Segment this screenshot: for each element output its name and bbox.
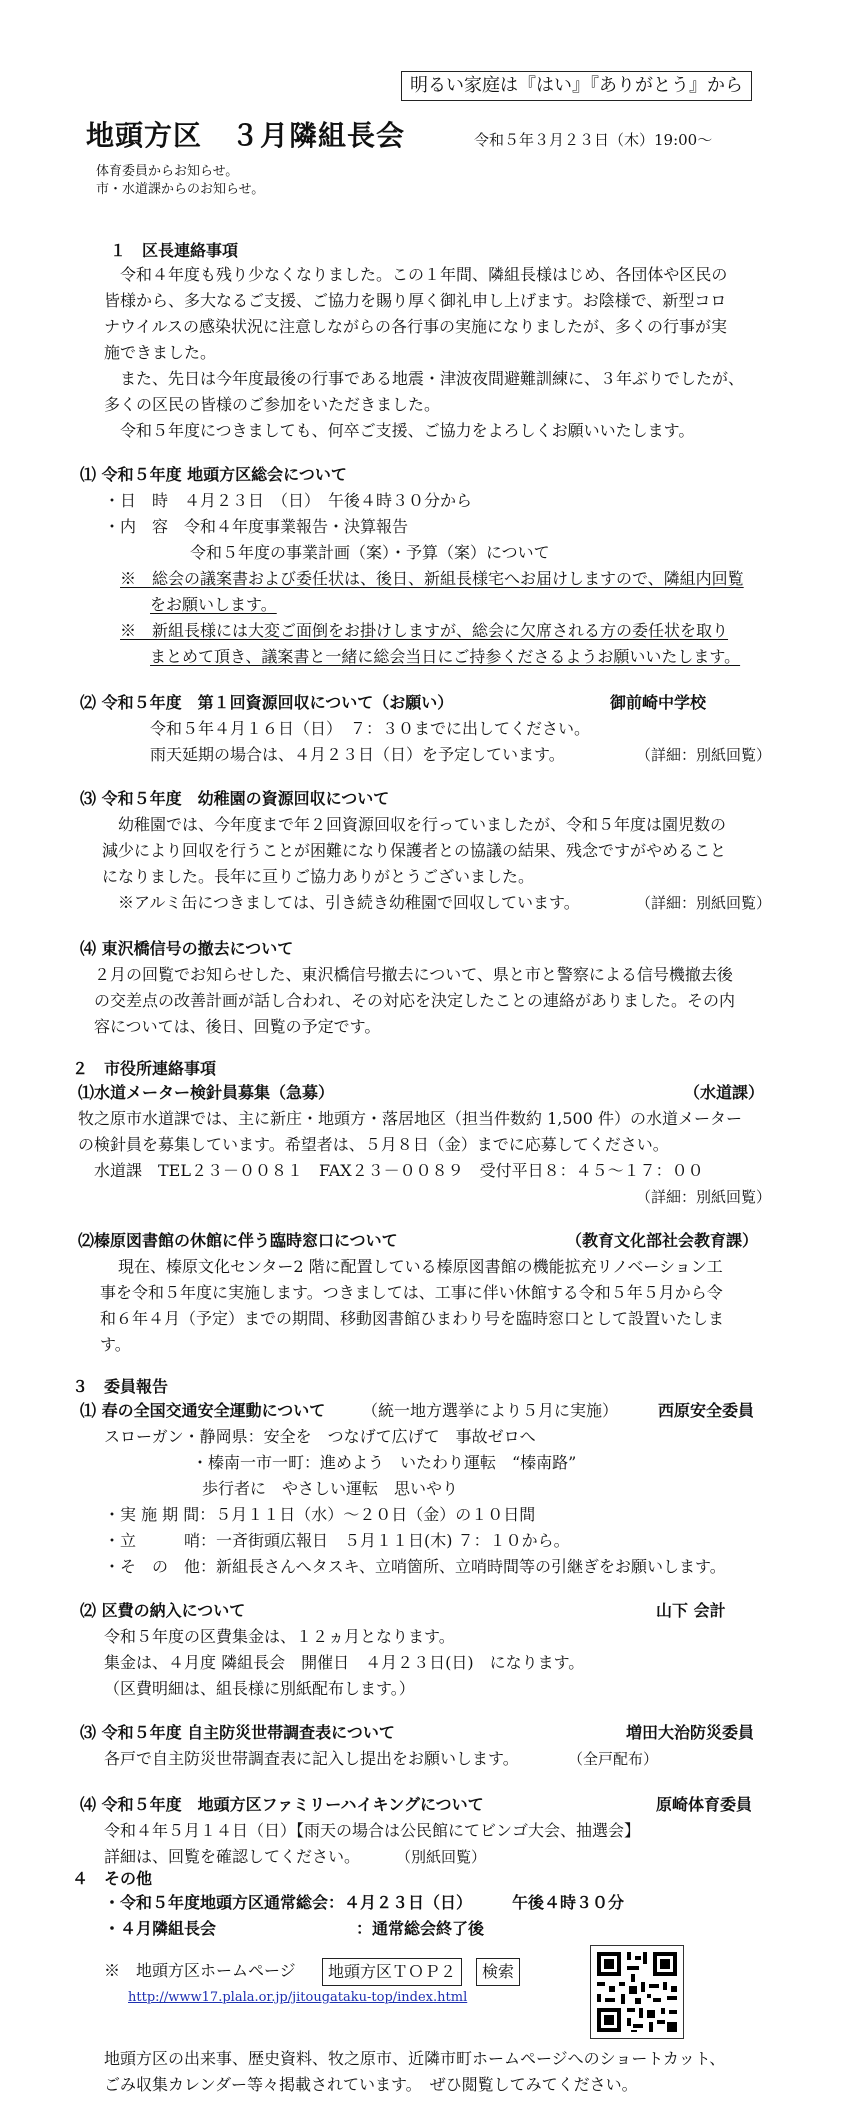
search-keyword-box: 地頭方区ＴＯＰ２ — [322, 1958, 462, 1986]
assembly-note: まとめて頂き、議案書と一緒に総会当日にご持参くださるようお願いいたします。 — [150, 647, 741, 666]
assembly-note: をお願いします。 — [150, 595, 277, 614]
item-heading: ⑷ 東沢橋信号の撤去について — [80, 939, 294, 958]
item-heading: ⑵榛原図書館の休館に伴う臨時窓口について — [78, 1231, 398, 1250]
detail-note: （詳細：別紙回覧） — [636, 894, 772, 912]
sec1-intro-line: 令和４年度も残り少なくなりました。この１年間、隣組長様はじめ、各団体や区民の — [120, 265, 728, 284]
qr-code-image — [590, 1945, 684, 2039]
qr-code-pattern — [591, 1946, 683, 2038]
item-heading: ⑴ 令和５年度 地頭方区総会について — [80, 465, 347, 484]
item-org: 西原安全委員 — [658, 1401, 755, 1420]
meeting-line: ・４月隣組長会 — [104, 1919, 217, 1938]
sec1-intro-line: 皆様から、多大なるご支援、ご協力を賜り厚く御礼申し上げます。お陰様で、新型コロ — [104, 291, 727, 310]
item-line: 容については、後日、回覧の予定です。 — [94, 1017, 381, 1036]
item-line: 詳細は、回覧を確認してください。 — [104, 1847, 361, 1866]
item-heading: ⑵ 令和５年度 第１回資源回収について（お願い） — [80, 693, 454, 712]
item-org: 御前崎中学校 — [610, 693, 707, 712]
sec1-intro-line: 施できました。 — [104, 343, 217, 362]
section-3-heading: ３ 委員報告 — [72, 1377, 169, 1396]
item-line: 減少により回収を行うことが困難になり保護者との協議の結果、残念ですがやめること — [102, 841, 727, 860]
homepage-label: ※ 地頭方区ホームページ — [104, 1961, 296, 1980]
contact-line: 水道課 TEL２３－００８１ FAX２３－００８９ 受付平日８：４５～１７：００ — [94, 1161, 704, 1180]
item-line: になりました。長年に亘りご協力ありがとうございました。 — [102, 867, 535, 886]
slogan-line: スローガン・静岡県：安全を つなげて広げて 事故ゼロへ — [104, 1427, 536, 1446]
detail-note: （全戸配布） — [568, 1750, 659, 1768]
assembly-time: 午後４時３０分 — [512, 1893, 625, 1912]
item-line: ・日 時 ４月２３日 （日） 午後４時３０分から — [104, 491, 473, 510]
item-heading: ⑶ 令和５年度 自主防災世帯調査表について — [80, 1723, 395, 1742]
item-org: 増田大治防災委員 — [626, 1723, 755, 1742]
motto-box: 明るい家庭は『はい』『ありがとう』から — [401, 71, 752, 101]
item-org: 山下 会計 — [656, 1601, 726, 1620]
item-line: 令和５年度の事業計画（案）・予算（案）について — [190, 543, 550, 562]
section-2-heading: ２ 市役所連絡事項 — [72, 1059, 217, 1078]
sec1-intro-line: ナウイルスの感染状況に注意しながらの各行事の実施になりましたが、多くの行事が実 — [104, 317, 728, 336]
notice-water: 市・水道課からのお知らせ。 — [96, 182, 265, 197]
item-line: 令和４年５月１４日（日）【雨天の場合は公民館にてビンゴ大会、抽選会】 — [104, 1821, 641, 1840]
assembly-line: ・令和５年度地頭方区通常総会：４月２３日（日） — [104, 1893, 473, 1912]
sec1-intro-line: 多くの区民の皆様のご参加をいただきました。 — [104, 395, 441, 414]
item-line: ・実 施 期 間：５月１１日（水）～２０日（金）の１０日間 — [104, 1505, 536, 1524]
item-line: 雨天延期の場合は、４月２３日（日）を予定しています。 — [150, 745, 565, 764]
item-line: 令和５年４月１６日（日） ７：３０までに出してください。 — [150, 719, 591, 738]
item-line: 集金は、４月度 隣組長会 開催日 ４月２３日(日) になります。 — [104, 1653, 585, 1672]
footer-line: ごみ収集カレンダー等々掲載されています。 ぜひ閲覧してみてください。 — [104, 2075, 638, 2094]
item-org: （水道課） — [684, 1083, 765, 1102]
item-heading: ⑷ 令和５年度 地頭方区ファミリーハイキングについて — [80, 1795, 484, 1814]
item-line: 和６年４月（予定）までの期間、移動図書館ひまわり号を臨時窓口として設置いたしま — [100, 1309, 725, 1328]
assembly-note: ※ 新組長様には大変ご面倒をお掛けしますが、総会に欠席される方の委任状を取り — [120, 621, 729, 640]
sec1-intro-line: 令和５年度につきましても、何卒ご支援、ご協力をよろしくお願いいたします。 — [120, 421, 695, 440]
detail-note: （詳細：別紙回覧） — [636, 1188, 772, 1206]
item-line: ・立 哨：一斉街頭広報日 ５月１１日(木) ７：１０から。 — [104, 1531, 570, 1550]
item-line: ・そ の 他：新組長さんへタスキ、立哨箇所、立哨時間等の引継ぎをお願いします。 — [104, 1557, 726, 1576]
footer-line: 地頭方区の出来事、歴史資料、牧之原市、近隣市町ホームページへのショートカット、 — [104, 2049, 726, 2068]
item-line: の検針員を募集しています。希望者は、５月８日（金）までに応募してください。 — [78, 1135, 669, 1154]
item-line: 各戸で自主防災世帯調査表に記入し提出をお願いします。 — [104, 1749, 519, 1768]
item-org: （教育文化部社会教育課） — [566, 1231, 759, 1250]
item-line: ２月の回覧でお知らせした、東沢橋信号撤去について、県と市と警察による信号機撤去後 — [94, 965, 733, 984]
item-org: 原崎体育委員 — [656, 1795, 753, 1814]
item-line: （区費明細は、組長様に別紙配布します。） — [104, 1679, 415, 1698]
item-line: 事を令和５年度に実施します。つきましては、工事に伴い休館する令和５年５月から令 — [100, 1283, 723, 1302]
item-heading: ⑴水道メーター検針員募集（急募） — [78, 1083, 335, 1102]
item-heading: ⑵ 区費の納入について — [80, 1601, 246, 1620]
section-1-heading: １ 区長連絡事項 — [110, 241, 239, 260]
detail-note: （別紙回覧） — [396, 1848, 487, 1866]
slogan-line: 歩行者に やさしい運転 思いやり — [202, 1479, 459, 1498]
notice-sports: 体育委員からお知らせ。 — [96, 164, 239, 179]
page-title: 地頭方区 ３月隣組長会 — [86, 119, 406, 152]
item-heading: ⑴ 春の全国交通安全運動について — [80, 1401, 326, 1420]
item-line: ※アルミ缶につきましては、引き続き幼稚園で回収しています。 — [118, 893, 580, 912]
item-line: 現在、榛原文化センター2 階に配置している榛原図書館の機能拡充リノベーション工 — [118, 1257, 723, 1276]
item-subnote: （統一地方選挙により５月に実施） — [362, 1401, 619, 1420]
item-line: ・内 容 令和４年度事業報告・決算報告 — [104, 517, 409, 536]
item-line: 幼稚園では、今年度まで年２回資源回収を行っていましたが、令和５年度は園児数の — [118, 815, 727, 834]
slogan-line: ・榛南一市一町：進めよう いたわり運転 “榛南路” — [192, 1453, 577, 1472]
item-line: の交差点の改善計画が話し合われ、その対応を決定したことの連絡がありました。その内 — [94, 991, 735, 1010]
detail-note: （詳細：別紙回覧） — [636, 746, 772, 764]
item-heading: ⑶ 令和５年度 幼稚園の資源回収について — [80, 789, 390, 808]
homepage-link[interactable]: http://www17.plala.or.jp/jitougataku-top/index.html — [128, 1990, 468, 2005]
meeting-line-value: ：通常総会終了後 — [356, 1919, 485, 1938]
section-4-heading: ４ その他 — [72, 1869, 153, 1888]
search-button[interactable]: 検索 — [476, 1958, 520, 1986]
item-line: す。 — [100, 1335, 131, 1354]
meeting-date: 令和５年３月２３日（木）19:00～ — [474, 131, 713, 149]
sec1-intro-line: また、先日は今年度最後の行事である地震・津波夜間避難訓練に、３年ぶりでしたが、 — [120, 369, 745, 388]
assembly-note: ※ 総会の議案書および委任状は、後日、新組長様宅へお届けしますので、隣組内回覧 — [120, 569, 744, 588]
item-line: 令和５年度の区費集金は、１２ヵ月となります。 — [104, 1627, 455, 1646]
item-line: 牧之原市水道課では、主に新庄・地頭方・落居地区（担当件数約 1,500 件）の水道メーター — [78, 1109, 742, 1128]
